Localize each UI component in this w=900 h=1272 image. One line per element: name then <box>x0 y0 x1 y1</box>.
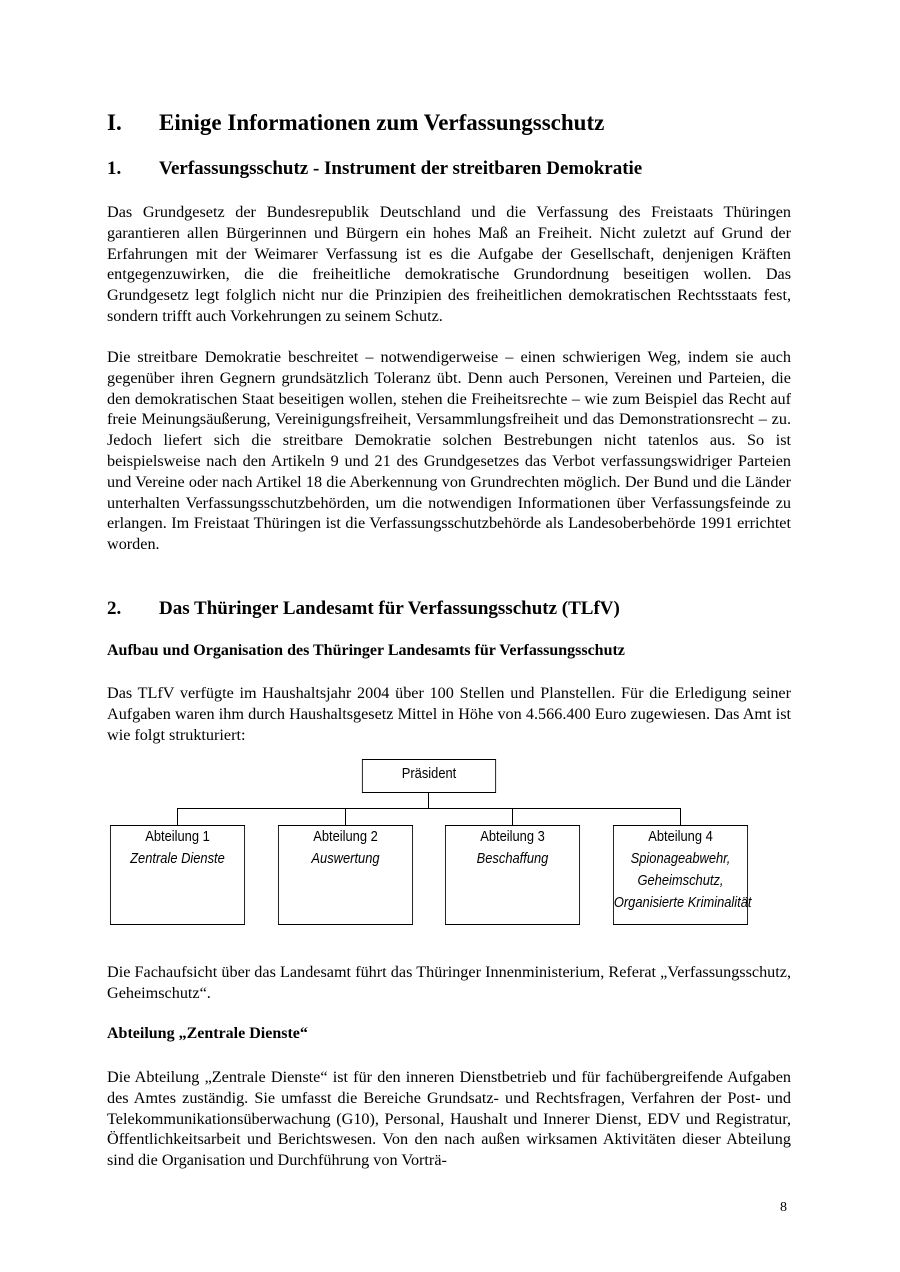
section1-title: Verfassungsschutz - Instrument der streitbaren Demokratie <box>159 158 643 179</box>
connector-dept1 <box>177 808 178 825</box>
org-box-dept1 <box>110 825 245 925</box>
connector-top <box>428 791 429 809</box>
dept3-name: Abteilung 3 <box>480 828 545 845</box>
org-box-dept2 <box>278 825 413 925</box>
org-box-president <box>362 759 496 793</box>
dept4-task-1: Spionageabwehr, <box>630 850 731 867</box>
connector-horizontal <box>177 808 681 809</box>
section2-paragraph-2: Die Fachaufsicht über das Landesamt führt das Thüringer Innenministerium, Referat „Verfassungsschutz, Geheimschutz“. <box>107 963 791 1002</box>
section2-paragraph-1: Das TLfV verfügte im Haushaltsjahr 2004 über 100 Stellen und Planstellen. Für die Erledigung seiner Aufgaben waren ihm durch Haushaltsgesetz Mittel in Höhe von 4.566.400 Euro zugewiesen. Das Amt ist wie folgt strukturiert: <box>107 684 791 744</box>
page-number: 8 <box>780 1200 787 1215</box>
dept4-task-2: Geheimschutz, <box>637 872 724 889</box>
zentrale-dienste-paragraph: Die Abteilung „Zentrale Dienste“ ist für den inneren Dienstbetrieb und für fachübergreifende Aufgaben des Amtes zuständig. Sie umfasst die Bereiche Grundsatz- und Rechtsfragen, Verfahren der Post- und Telekommunikationsüberwachung (G10), Personal, Haushalt und Innerer Dienst, EDV und Registratur, Öffentlichkeitsarbeit und Berichtswesen. Von den nach außen wirksamen Aktivitäten dieser Abteilung sind die Organisation und Durchführung von Vorträ- <box>107 1068 791 1170</box>
section2-subheading: Aufbau und Organisation des Thüringer Landesamts für Verfassungsschutz <box>107 642 625 659</box>
section1-paragraph-2: Die streitbare Demokratie beschreitet – notwendigerweise – einen schwierigen Weg, indem sie auch gegenüber ihren Gegnern grundsätzlich Toleranz übt. Denn auch Personen, Vereinen und Parteien, die den demokratischen Staat beseitigen wollen, stehen die Freiheitsrechte – wie zum Beispiel das Recht auf freie Meinungsäußerung, Vereinigungsfreiheit, Versammlungsfreiheit und das Demonstrationsrecht – zu. Jedoch liefert sich die streitbare Demokratie solchen Bestrebungen nicht tatenlos aus. So ist beispielsweise nach den Artikeln 9 und 21 des Grundgesetzes das Verbot verfassungswidriger Parteien und Vereine oder nach Artikel 18 die Aberkennung von Grundrechten möglich. Der Bund und die Länder unterhalten Verfassungsschutzbehörden, um die notwendigen Informationen über Verfassungsfeinde zu erlangen. Im Freistaat Thüringen ist die Verfassungsschutzbehörde als Landesoberbehörde 1991 errichtet worden. <box>107 348 791 554</box>
section2-heading <box>107 598 620 620</box>
dept4-name: Abteilung 4 <box>648 828 713 845</box>
connector-dept3 <box>512 808 513 825</box>
dept2-name: Abteilung 2 <box>313 828 378 845</box>
section2-number: 2. <box>107 598 122 619</box>
section1-heading <box>107 158 642 180</box>
dept1-name: Abteilung 1 <box>145 828 210 845</box>
dept3-task: Beschaffung <box>476 850 549 867</box>
president-label: Präsident <box>401 765 457 782</box>
section1-paragraph-1: Das Grundgesetz der Bundesrepublik Deutschland und die Verfassung des Freistaats Thüringen garantieren allen Bürgerinnen und Bürgern ein hohes Maß an Freiheit. Nicht zuletzt auf Grund der Erfahrungen mit der Weimarer Verfassung ist es die Aufgabe der Gesellschaft, denjenigen Kräften entgegenzuwirken, die die freiheitliche demokratische Grundordnung beseitigen wollen. Das Grundgesetz legt folglich nicht nur die Prinzipien des freiheitlichen demokratischen Rechtsstaats fest, sondern trifft auch Vorkehrungen zu seinem Schutz. <box>107 203 791 325</box>
dept1-task: Zentrale Dienste <box>130 850 225 867</box>
connector-dept2 <box>345 808 346 825</box>
dept2-task: Auswertung <box>311 850 380 867</box>
org-box-dept4 <box>613 825 752 925</box>
zentrale-dienste-subheading: Abteilung „Zentrale Dienste“ <box>107 1025 308 1042</box>
dept4-task-3: Organisierte Kriminalität <box>613 894 752 911</box>
org-box-dept3 <box>445 825 580 925</box>
connector-dept4 <box>680 808 681 825</box>
main-heading-title: Einige Informationen zum Verfassungsschutz <box>159 110 605 135</box>
main-heading <box>107 110 604 136</box>
main-heading-number: I. <box>107 110 122 135</box>
section1-number: 1. <box>107 158 122 179</box>
section2-title: Das Thüringer Landesamt für Verfassungsschutz (TLfV) <box>159 598 620 619</box>
